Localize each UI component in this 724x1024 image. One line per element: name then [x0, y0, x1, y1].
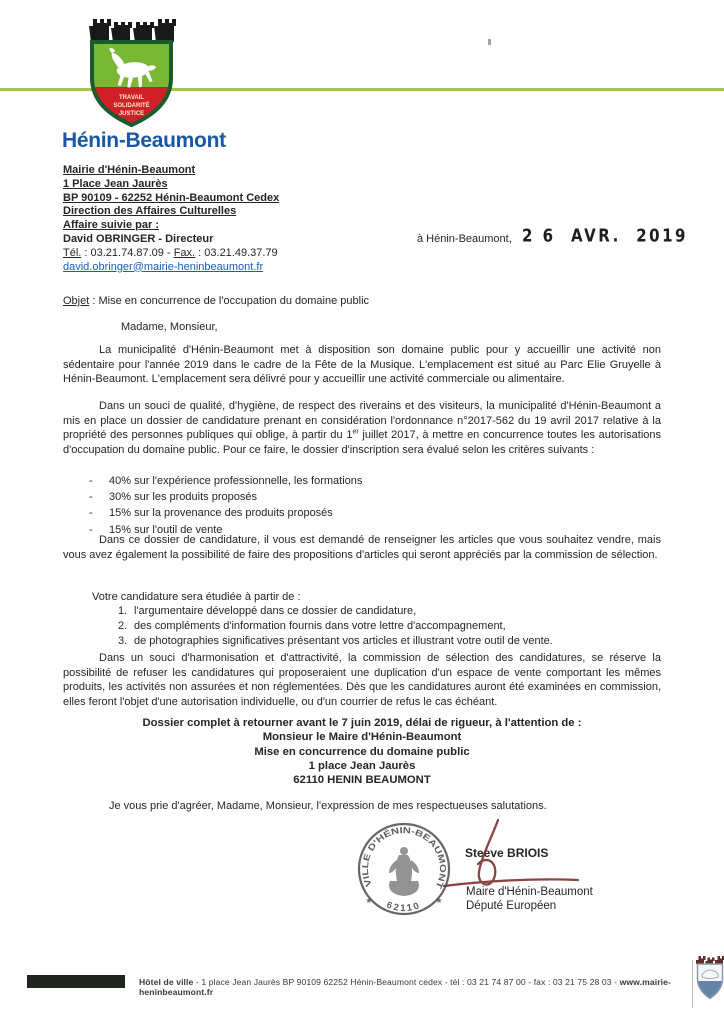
paragraph-2 [63, 399, 661, 457]
paragraph-1: La municipalité d'Hénin-Beaumont met à disposition son domaine public pour y accueillir une activité non sédentaire pour l'année 2019 dans le cadre de la Fête de la Musique. L'emplacement est situé au Parc Elie Gruyelle à Hénin-Beaumont. L'emplacement sera délivré pour y accueillir une activité commerciale ou alimentaire. [63, 344, 661, 386]
study-item-text: de photographies significatives présentant vos articles et illustrant votre outil de vente. [134, 635, 553, 648]
criteria-item [63, 489, 661, 505]
criteria-text: 15% sur la provenance des produits proposés [109, 507, 333, 520]
subject-line [63, 294, 661, 309]
bullet-marker: - [89, 491, 93, 504]
seal-star-right: ★ [435, 896, 443, 905]
subject-label: Objet [63, 295, 90, 307]
dateline-place: à Hénin-Beaumont, [417, 233, 512, 245]
seal-ring-text: VILLE D'HÉNIN-BEAUMONT [359, 824, 449, 889]
motto-line-3: JUSTICE [118, 111, 145, 117]
seal-star-left: ★ [365, 896, 373, 905]
paragraph-3: Dans ce dossier de candidature, il vous est demandé de renseigner les articles que vous souhaitez vendre, mais vous avez également la possibilité de faire des propositions d'articles qui seront appréciés par la commission de sélection. [63, 534, 661, 561]
paragraph-2-text: Dans un souci de qualité, d'hygiène, de respect des riverains et des visiteurs, la municipalité d'Hénin-Beaumont a mis en place un dossier de candidature prenant en considération l'ordonnance n°2017-562 du 19 avril 2017 relative à la propriété des personnes publiques qui oblige, à partir du 1 [63, 400, 661, 442]
criteria-text: 30% sur les produits proposés [109, 491, 257, 504]
logo-title: Hénin-Beaumont [62, 129, 226, 152]
tel-label: Tél. [63, 246, 82, 259]
scan-artifact [488, 39, 491, 45]
sender-name: Mairie d'Hénin-Beaumont [63, 164, 196, 176]
footer-divider [692, 960, 693, 1008]
date-stamp: 2 6 AVR. 2019 [522, 225, 688, 247]
footer-shield-icon [695, 953, 724, 1003]
bullet-marker: - [89, 507, 93, 520]
subject-text: : Mise en concurrence de l'occupation du domaine public [89, 295, 370, 307]
sender-department: Direction des Affaires Culturelles [63, 205, 237, 218]
study-item [63, 604, 661, 619]
ordinal-superscript: er [352, 428, 359, 436]
signatory-title-mep: Député Européen [466, 899, 557, 912]
criteria-list [63, 473, 661, 538]
study-item [63, 634, 661, 649]
castle-towers-icon [89, 19, 176, 42]
motto-line-2: SOLIDARITÉ [113, 103, 150, 109]
criteria-text: 15% sur l'outil de vente [109, 523, 223, 536]
sender-block [63, 164, 279, 274]
city-coat-of-arms [85, 15, 178, 130]
return-deadline: Dossier complet à retourner avant le 7 juin 2019, délai de rigueur, à l'attention de : [142, 717, 582, 729]
footer-address-text: - 1 place Jean Jaurès BP 90109 62252 Hénin-Beaumont cedex - tél : 03 21 74 87 00 - fax : 03 21 75 28 03 - [193, 977, 620, 987]
salutation: Madame, Monsieur, [121, 321, 218, 333]
criteria-item [63, 505, 661, 521]
seal-postal-code: 62110 [384, 899, 423, 915]
sender-followed-by: Affaire suivie par : [63, 219, 159, 232]
svg-text:62110 [385, 900, 422, 914]
item-number: 2. [118, 620, 128, 633]
footer-dark-bar [27, 975, 125, 988]
criteria-text: 40% sur l'expérience professionnelle, les formations [109, 475, 363, 487]
tel-value: : 03.21.74.87.09 - [81, 246, 174, 259]
signatory-title-mayor: Maire d'Hénin-Beaumont [466, 886, 593, 898]
study-intro: Votre candidature sera étudiée à partir de : [92, 591, 301, 603]
motto-line-1: TRAVAIL [118, 95, 145, 101]
bullet-marker: - [89, 523, 93, 536]
return-subject: Mise en concurrence du domaine public [254, 745, 470, 758]
study-item [63, 619, 661, 634]
study-item-text: l'argumentaire développé dans ce dossier de candidature, [134, 605, 417, 617]
return-recipient: Monsieur le Maire d'Hénin-Beaumont [262, 731, 462, 744]
bullet-marker: - [89, 475, 93, 487]
study-list [63, 604, 661, 650]
return-city: 62110 HENIN BEAUMONT [293, 774, 431, 787]
handwritten-signature [432, 814, 584, 898]
footer-website: www.mairie-heninbeaumont.fr [139, 977, 672, 997]
return-street: 1 place Jean Jaurès [308, 759, 416, 772]
sender-phone-line [63, 247, 279, 261]
criteria-item [63, 473, 661, 489]
fax-label: Fax. [173, 246, 196, 259]
sender-postal: BP 90109 - 62252 Hénin-Beaumont Cedex [63, 191, 280, 204]
return-address-block [63, 716, 661, 787]
fax-value: : 03.21.49.37.79 [195, 246, 278, 259]
study-item-text: des compléments d'information fournis dans votre lettre d'accompagnement, [134, 620, 506, 633]
closing-sentence: Je vous prie d'agréer, Madame, Monsieur, l'expression de mes respectueuses salutations. [109, 800, 547, 812]
seal-emblem-figure [389, 847, 419, 896]
sender-contact: David OBRINGER - Directeur [63, 232, 214, 245]
item-number: 3. [118, 635, 128, 648]
sender-email-link[interactable]: david.obringer@mairie-heninbeaumont.fr [63, 260, 264, 273]
paragraph-4: Dans un souci d'harmonisation et d'attractivité, la commission de sélection des candidatures, se réserve la possibilité de refuser les candidatures qui proposeraient une duplication d'un espace de vente comportant les mêmes produits, les activités non assurées et non réglementées. Dès que les candidatures auront été examinées en commission, elles feront l'objet d'une autorisation individuelle, ou d'un courrier de refus le cas échéant. [63, 652, 661, 708]
footer-hotel-de-ville: Hôtel de ville [139, 977, 194, 987]
signatory-name: Steeve BRIOIS [465, 846, 549, 860]
footer-contact-line [139, 977, 695, 997]
paragraph-2-continued: juillet 2017, à mettre en concurrence toutes les autorisations d'occupation du domaine public. Pour ce faire, le dossier d'inscription sera évalué selon les critères suivants : [63, 429, 661, 456]
item-number: 1. [118, 605, 128, 617]
sender-street: 1 Place Jean Jaurès [63, 177, 168, 190]
